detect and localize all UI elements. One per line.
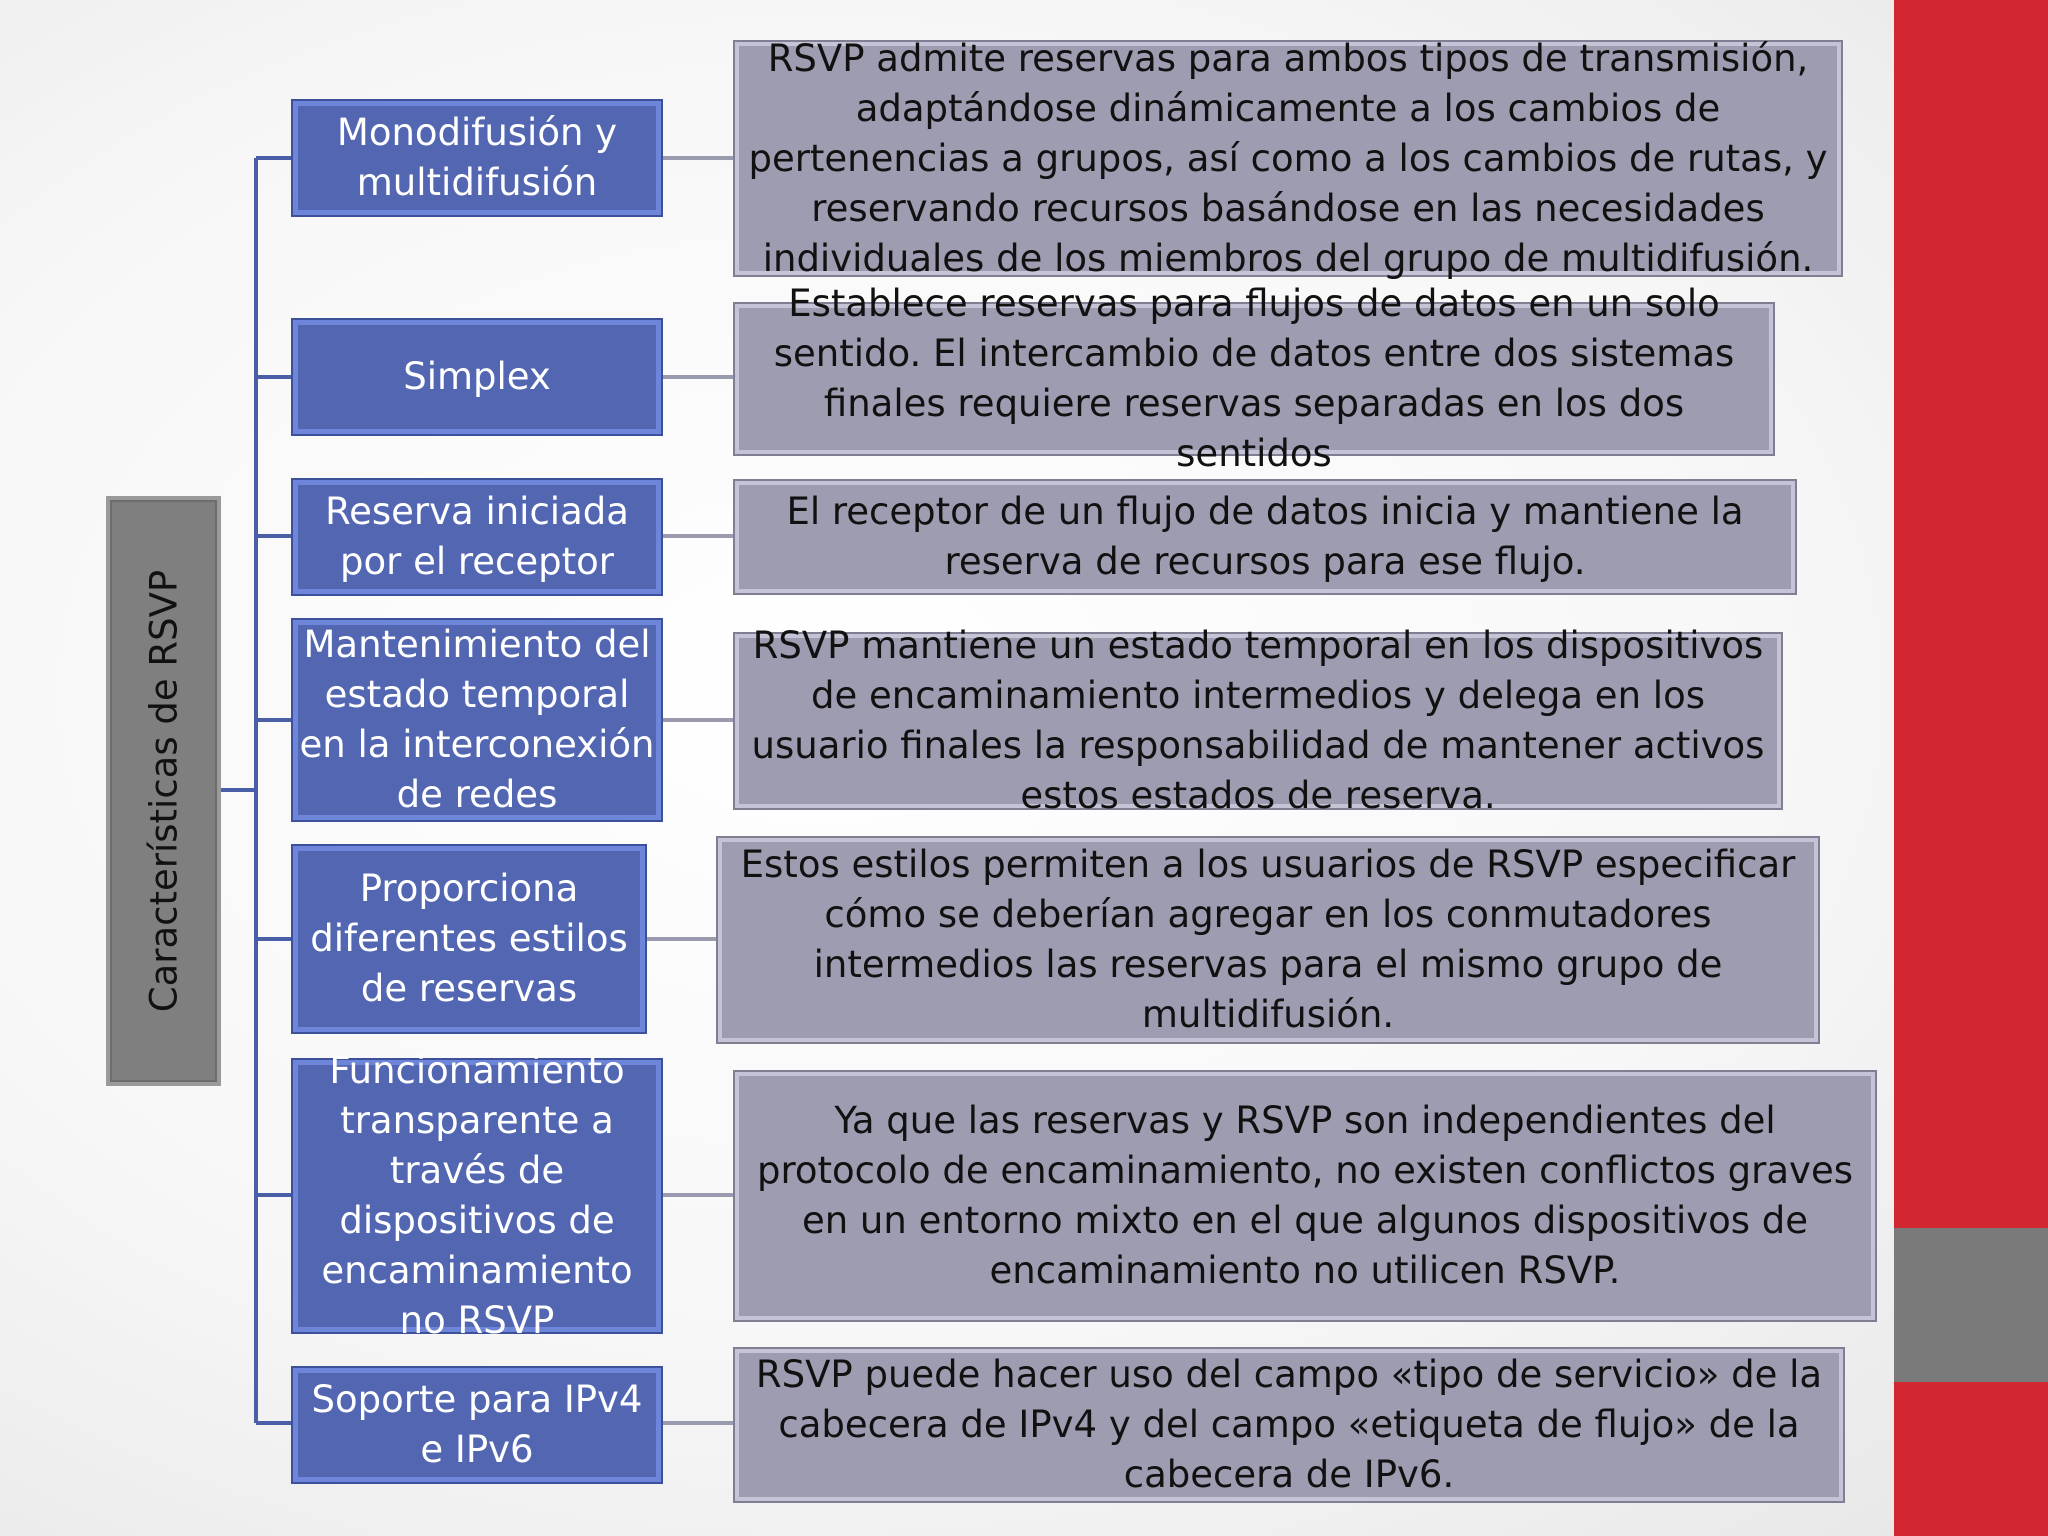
- description-text: RSVP mantiene un estado temporal en los dispositivos de encaminamiento intermedios y delega en los usuario finales la responsabilidad de mantener activos estos estados de reserva.: [751, 624, 1765, 817]
- category-transparent-operation: [293, 1049, 661, 1342]
- category-reservation-styles: [293, 846, 645, 1032]
- category-receiver-initiated: [293, 480, 661, 594]
- description-reservation-styles: [718, 838, 1818, 1042]
- root-label: Características de RSVP: [142, 569, 185, 1013]
- description-receiver-initiated: [735, 481, 1795, 593]
- category-ipv4-ipv6: [293, 1368, 661, 1482]
- description-ipv4-ipv6: [735, 1349, 1843, 1501]
- category-label: Monodifusión y multidifusión: [336, 111, 618, 204]
- description-transparent-operation: [735, 1072, 1875, 1320]
- description-text: Estos estilos permiten a los usuarios de RSVP especificar cómo se deberían agregar en los conmutadores intermedios las reservas para el mismo grupo de multidifusión.: [740, 843, 1796, 1036]
- description-soft-state: [735, 624, 1781, 817]
- category-label: Soporte para IPv4 e IPv6: [311, 1378, 643, 1471]
- category-label: Mantenimiento del estado temporal en la interconexión de redes: [299, 623, 655, 816]
- category-soft-state: [293, 620, 661, 820]
- root-node: [106, 496, 221, 1086]
- category-unicast-multicast: [293, 101, 661, 215]
- category-simplex: [293, 320, 661, 434]
- category-label: Proporciona diferentes estilos de reservas: [310, 867, 628, 1010]
- description-text: RSVP admite reservas para ambos tipos de transmisión, adaptándose dinámicamente a los cambios de pertenencias a grupos, así como a los cambios de rutas, y reservando recursos basándose en las necesidades individuales de los miembros del grupo de multidifusión.: [748, 36, 1828, 280]
- category-label: Simplex: [403, 355, 551, 398]
- description-text: RSVP puede hacer uso del campo «tipo de servicio» de la cabecera de IPv4 y del campo «etiqueta de flujo» de la cabecera de IPv6.: [755, 1353, 1823, 1496]
- category-label: Reserva iniciada por el receptor: [325, 490, 629, 583]
- description-text: Establece reservas para flujos de datos en un solo sentido. El intercambio de datos entre dos sistemas finales requiere reservas separadas en los dos sentidos: [773, 282, 1735, 475]
- description-unicast-multicast: [735, 36, 1841, 280]
- description-text: El receptor de un flujo de datos inicia y mantiene la reserva de recursos para ese flujo.: [786, 490, 1744, 583]
- description-text: Ya que las reservas y RSVP son independientes del protocolo de encaminamiento, no existen conflictos graves en un entorno mixto en el que algunos dispositivos de encaminamiento no utilicen RSVP.: [757, 1099, 1853, 1292]
- description-simplex: [735, 282, 1773, 475]
- category-label: Funcionamiento transparente a través de dispositivos de encaminamiento no RSVP: [321, 1049, 633, 1342]
